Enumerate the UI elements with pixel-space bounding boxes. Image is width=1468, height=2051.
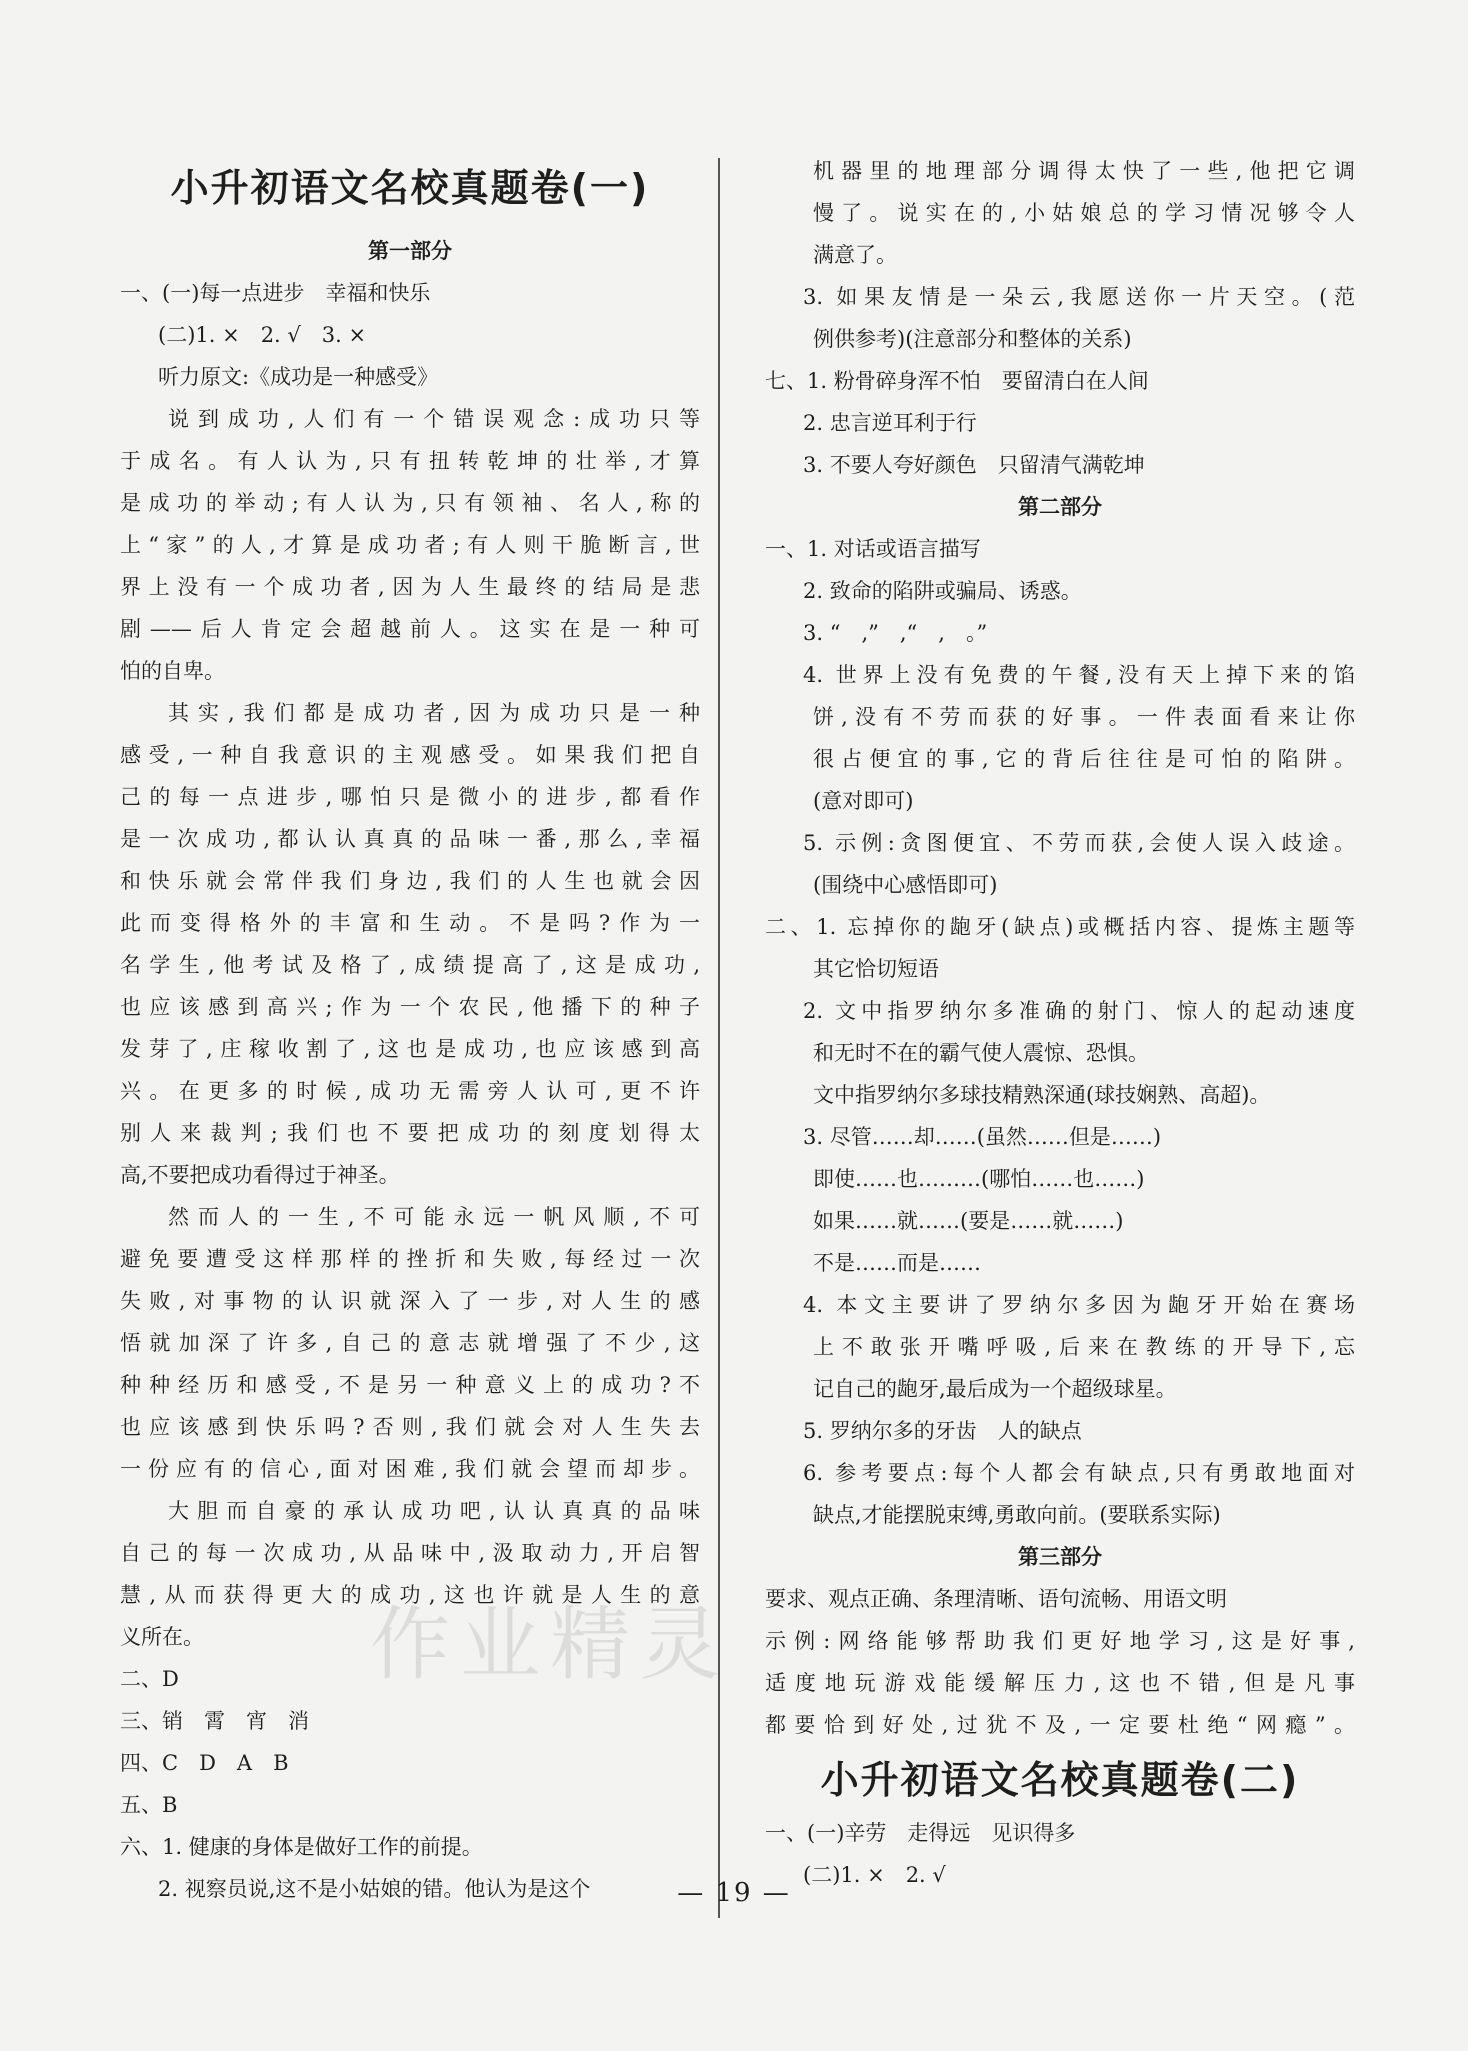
text-line: 6. 参考要点:每个人都会有缺点,只有勇敢地面对: [803, 1461, 1355, 1485]
text-line: 3. 不要人夸好颜色 只留清气满乾坤: [803, 453, 1145, 477]
text-line: 六、1. 健康的身体是做好工作的前提。: [120, 1835, 483, 1859]
text-line: 于成名。有人认为,只有扭转乾坤的壮举,才算: [120, 449, 700, 473]
text-line: 感受,一种自我意识的主观感受。如果我们把自: [120, 743, 700, 767]
text-line: (二)1. × 2. √ 3. ×: [158, 323, 367, 347]
exam-title-2: 小升初语文名校真题卷(二): [820, 1758, 1300, 1802]
text-line: 文中指罗纳尔多球技精熟深通(球技娴熟、高超)。: [813, 1083, 1271, 1107]
text-line: 2. 文中指罗纳尔多准确的射门、惊人的起动速度: [803, 999, 1355, 1023]
exam-title-1: 小升初语文名校真题卷(一): [170, 166, 650, 210]
section-heading-part1: 第一部分: [368, 239, 452, 263]
text-line: 也应该感到快乐吗?否则,我们就会对人生失去: [120, 1415, 700, 1439]
text-line: 避免要遭受这样那样的挫折和失败,每经过一次: [120, 1247, 700, 1271]
section-heading-part2: 第二部分: [1018, 495, 1102, 519]
text-line: 也应该感到高兴;作为一个农民,他播下的种子: [120, 995, 700, 1019]
text-line: 听力原文:《成功是一种感受》: [158, 365, 439, 389]
text-line: 和快乐就会常伴我们身边,我们的人生也就会因: [120, 869, 700, 893]
text-line: 怕的自卑。: [120, 659, 225, 683]
text-line: 要求、观点正确、条理清晰、语句流畅、用语文明: [765, 1587, 1227, 1611]
text-line: 二、D: [120, 1667, 179, 1691]
text-line: 5. 示例:贪图便宜、不劳而获,会使人误入歧途。: [803, 831, 1355, 855]
text-line: 是成功的举动;有人认为,只有领袖、名人,称的: [120, 491, 700, 515]
text-line: 失败,对事物的认识就深入了一步,对人生的感: [120, 1289, 700, 1313]
text-line: 七、1. 粉骨碎身浑不怕 要留清白在人间: [765, 369, 1149, 393]
text-line: 3. “ ,” ,“ , 。”: [803, 621, 988, 645]
text-line: 不是……而是……: [813, 1251, 981, 1275]
text-line: 一、(一)辛劳 走得远 见识得多: [765, 1821, 1076, 1845]
text-line: 满意了。: [813, 243, 897, 267]
text-line: 上不敢张开嘴呼吸,后来在教练的开导下,忘: [813, 1335, 1355, 1359]
text-line: 2. 视察员说,这不是小姑娘的错。他认为是这个: [158, 1877, 591, 1901]
text-line: 3. 尽管……却……(虽然……但是……): [803, 1125, 1162, 1149]
watermark-text: 作业精灵: [370, 1598, 730, 1691]
text-line: 如果……就……(要是……就……): [813, 1209, 1124, 1233]
right-answer-lines-top: [765, 150, 1355, 486]
text-line: 界上没有一个成功者,因为人生最终的结局是悲: [120, 575, 700, 599]
text-line: (围绕中心感悟即可): [813, 873, 998, 897]
page-number: — 19 —: [677, 1878, 791, 1908]
right-answer-lines-mid: [765, 528, 1355, 1536]
text-line: 自己的每一次成功,从品味中,汲取动力,开启智: [120, 1541, 700, 1565]
text-line: 说到成功,人们有一个错误观念:成功只等: [168, 407, 700, 431]
text-line: 名学生,他考试及格了,成绩提高了,这是成功,: [120, 953, 700, 977]
text-line: 2. 致命的陷阱或骗局、诱惑。: [803, 579, 1082, 603]
text-line: 此而变得格外的丰富和生动。不是吗?作为一: [120, 911, 700, 935]
text-line: 5. 罗纳尔多的牙齿 人的缺点: [803, 1419, 1082, 1443]
text-line: 别人来裁判;我们也不要把成功的刻度划得太: [120, 1121, 700, 1145]
text-line: 一份应有的信心,面对困难,我们就会望而却步。: [120, 1457, 700, 1481]
text-line: 慧,从而获得更大的成功,这也许就是人生的意: [120, 1583, 700, 1607]
text-line: 都要恰到好处,过犹不及,一定要杜绝“网瘾”。: [765, 1713, 1355, 1737]
text-line: 是一次成功,都认认真真的品味一番,那么,幸福: [120, 827, 700, 851]
right-answer-lines-bottom: [765, 1578, 1355, 1746]
text-line: 2. 忠言逆耳利于行: [803, 411, 977, 435]
text-line: 上“家”的人,才算是成功者;有人则干脆断言,世: [120, 533, 700, 557]
text-line: (意对即可): [813, 789, 914, 813]
right-column: [765, 150, 1355, 1896]
text-line: 兴。在更多的时候,成功无需旁人认可,更不许: [120, 1079, 700, 1103]
text-line: 悟就加深了许多,自己的意志就增强了不少,这: [120, 1331, 700, 1355]
text-line: 例供参考)(注意部分和整体的关系): [813, 327, 1132, 351]
text-line: 即使……也………(哪怕……也……): [813, 1167, 1145, 1191]
text-line: 一、1. 对话或语言描写: [765, 537, 981, 561]
text-line: 机器里的地理部分调得太快了一些,他把它调: [813, 159, 1355, 183]
text-line: 和无时不在的霸气使人震惊、恐惧。: [813, 1041, 1149, 1065]
text-line: 示例:网络能够帮助我们更好地学习,这是好事,: [765, 1629, 1355, 1653]
text-line: 四、C D A B: [120, 1751, 289, 1775]
text-line: 饼,没有不劳而获的好事。一件表面看来让你: [813, 705, 1355, 729]
text-line: 其实,我们都是成功者,因为成功只是一种: [168, 701, 700, 725]
text-line: (二)1. × 2. √: [803, 1863, 946, 1887]
text-line: 3. 如果友情是一朵云,我愿送你一片天空。(范: [803, 285, 1355, 309]
text-line: 一、(一)每一点进步 幸福和快乐: [120, 281, 431, 305]
text-line: 慢了。说实在的,小姑娘总的学习情况够令人: [813, 201, 1355, 225]
text-line: 三、销 霄 宵 消: [120, 1709, 309, 1733]
text-line: 义所在。: [120, 1625, 204, 1649]
text-line: 二、1. 忘掉你的龅牙(缺点)或概括内容、提炼主题等: [765, 915, 1355, 939]
text-line: 己的每一点进步,哪怕只是微小的进步,都看作: [120, 785, 700, 809]
text-line: 4. 世界上没有免费的午餐,没有天上掉下来的馅: [803, 663, 1355, 687]
text-line: 缺点,才能摆脱束缚,勇敢向前。(要联系实际): [813, 1503, 1221, 1527]
text-line: 高,不要把成功看得过于神圣。: [120, 1163, 400, 1187]
text-line: 剧——后人肯定会超越前人。这实在是一种可: [120, 617, 700, 641]
text-line: 很占便宜的事,它的背后往往是可怕的陷阱。: [813, 747, 1355, 771]
text-line: 适度地玩游戏能缓解压力,这也不错,但是凡事: [765, 1671, 1355, 1695]
text-line: 4. 本文主要讲了罗纳尔多因为龅牙开始在赛场: [803, 1293, 1355, 1317]
text-line: 五、B: [120, 1793, 178, 1817]
text-line: 然而人的一生,不可能永远一帆风顺,不可: [168, 1205, 700, 1229]
text-line: 记自己的龅牙,最后成为一个超级球星。: [813, 1377, 1177, 1401]
text-line: 其它恰切短语: [813, 957, 939, 981]
text-line: 种种经历和感受,不是另一种意义上的成功?不: [120, 1373, 700, 1397]
section-heading-part3: 第三部分: [1018, 1545, 1102, 1569]
text-line: 发芽了,庄稼收割了,这也是成功,也应该感到高: [120, 1037, 700, 1061]
text-line: 大胆而自豪的承认成功吧,认认真真的品味: [168, 1499, 700, 1523]
